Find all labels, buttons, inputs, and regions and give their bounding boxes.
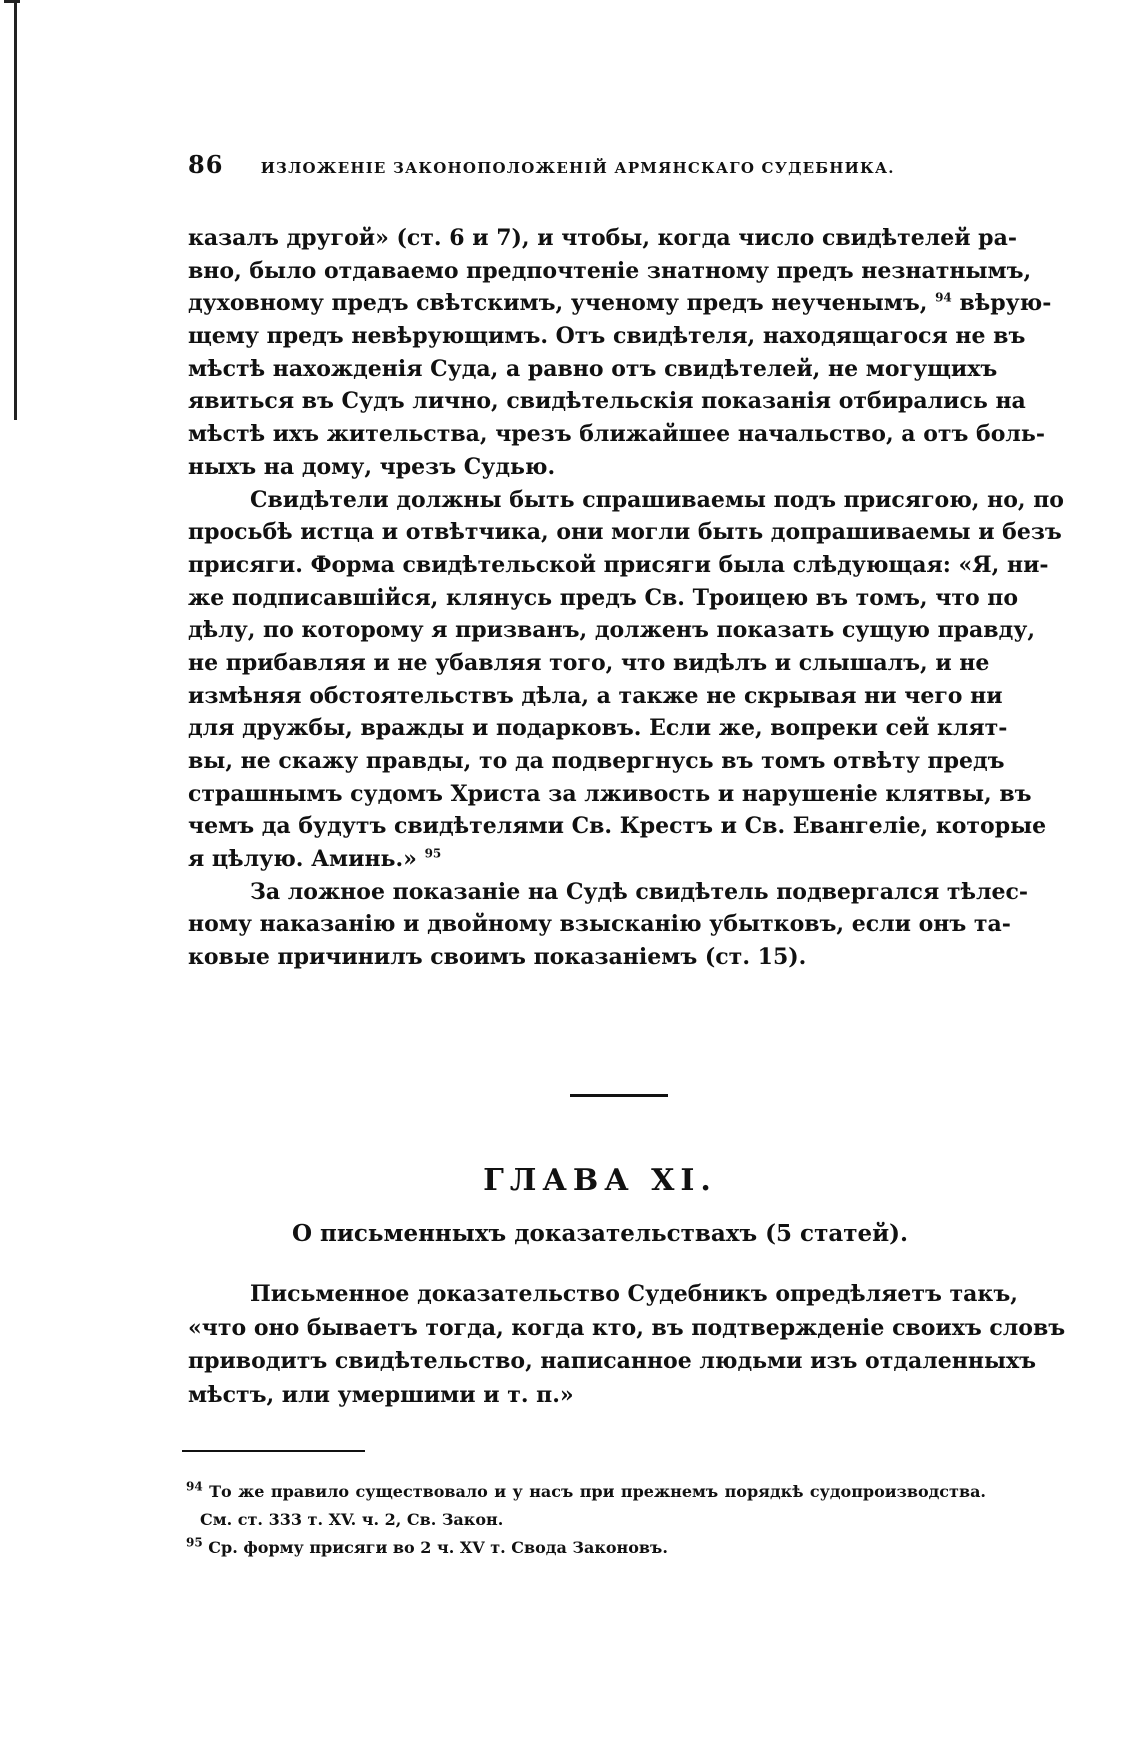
body-line: дѣлу, по которому я призванъ, долженъ показать сущую правду, [188,617,1035,644]
body-line: казалъ другой» (ст. 6 и 7), и чтобы, когда число свидѣтелей ра- [188,225,1017,251]
body-line: мѣстѣ нахожденія Суда, а равно отъ свидѣтелей, не могущихъ [188,355,998,382]
body-line: За ложное показаніе на Судѣ свидѣтель подвергался тѣлес- [250,878,1029,905]
footnotes [186,1478,986,1562]
chapter-subtitle: О письменныхъ доказательствахъ (5 статей). [291,1220,909,1247]
chapter-line: приводитъ свидѣтельство, написанное людьми изъ отдаленныхъ [188,1348,1037,1374]
body-line: не прибавляя и не убавляя того, что видѣлъ и слышалъ, и не [188,649,990,676]
body-line: вы, не скажу правды, то да подвергнусь въ томъ отвѣту предъ [188,748,1005,774]
body-line: вно, было отдаваемо предпочтеніе знатному предъ незнатнымъ, [188,257,1032,284]
body-line: щему предъ невѣрующимъ. Отъ свидѣтеля, находящагося не въ [188,323,1026,350]
body-line-tail: вѣрую- [959,290,1052,317]
footnote-rule [182,1450,365,1452]
body-line: ному наказанію и двойному взысканію убытковъ, если онъ та- [188,911,1011,938]
body-line: присяги. Форма свидѣтельской присяги была слѣдующая: «Я, ни- [188,551,1049,578]
chapter-line: «что оно бываетъ тогда, когда кто, въ подтвержденіе своихъ словъ [188,1314,1066,1341]
body-line: Свидѣтели должны быть спрашиваемы подъ присягою, но, по [250,486,1064,513]
body-line: мѣстѣ ихъ жительства, чрезъ ближайшее начальство, а отъ боль- [188,421,1045,448]
footnote-ref-94: 94 [935,291,952,306]
footnote-number: 94 [186,1479,203,1494]
body-line: ныхъ на дому, чрезъ Судью. [188,453,556,480]
footnote-94 [186,1478,986,1506]
footnote-95 [186,1534,986,1562]
footnote-number: 95 [186,1535,203,1550]
chapter-body [188,1278,1066,1412]
body-line-text: духовному предъ свѣтскимъ, ученому предъ неученымъ, [188,290,928,317]
section-divider [570,1094,668,1097]
footnote-text: То же правило существовало и у насъ при прежнемъ порядкѣ судопроизводства. [209,1482,986,1501]
body-line: для дружбы, вражды и подарковъ. Если же, вопреки сей клят- [188,715,1008,742]
body-line: же подписавшійся, клянусь предъ Св. Троицею въ томъ, что по [188,584,1019,611]
footnote-ref-95: 95 [424,846,442,861]
body-line: просьбѣ истца и отвѣтчика, они могли быть допрашиваемы и безъ [188,519,1062,546]
chapter-line: Письменное доказательство Судебникъ опредѣляетъ такъ, [250,1281,1018,1307]
chapter-line: мѣстъ, или умершими и т. п.» [188,1381,574,1408]
body-line-text: я цѣлую. Аминь.» [188,846,417,873]
footnote-text: Ср. форму присяги во 2 ч. XV т. Свода Законовъ. [208,1538,668,1557]
footnote-94-cont: См. ст. 333 т. XV. ч. 2, Св. Закон. [200,1510,504,1529]
body-line [188,287,1052,320]
body-line [188,843,978,876]
running-title: ИЗЛОЖЕНІЕ ЗАКОНОПОЛОЖЕНІЙ АРМЯНСКАГО СУДЕБНИКА. [260,159,895,177]
body-line: чемъ да будутъ свидѣтелями Св. Крестъ и Св. Евангеліе, которые [188,813,1047,840]
binding-edge-rule [14,0,17,420]
chapter-title: ГЛАВА XI. [483,1163,717,1198]
body-line: измѣняя обстоятельствъ дѣла, а также не скрывая ни чего ни [188,682,1003,709]
running-header [188,150,968,180]
body-text [188,222,1064,974]
body-line: явиться въ Судъ лично, свидѣтельскія показанія отбирались на [188,388,1026,415]
page-number: 86 [188,150,224,179]
body-line: ковые причинилъ своимъ показаніемъ (ст. 15). [188,944,807,971]
body-line: страшнымъ судомъ Христа за лживость и нарушеніе клятвы, въ [188,780,1032,807]
binding-edge-mark [4,0,20,13]
